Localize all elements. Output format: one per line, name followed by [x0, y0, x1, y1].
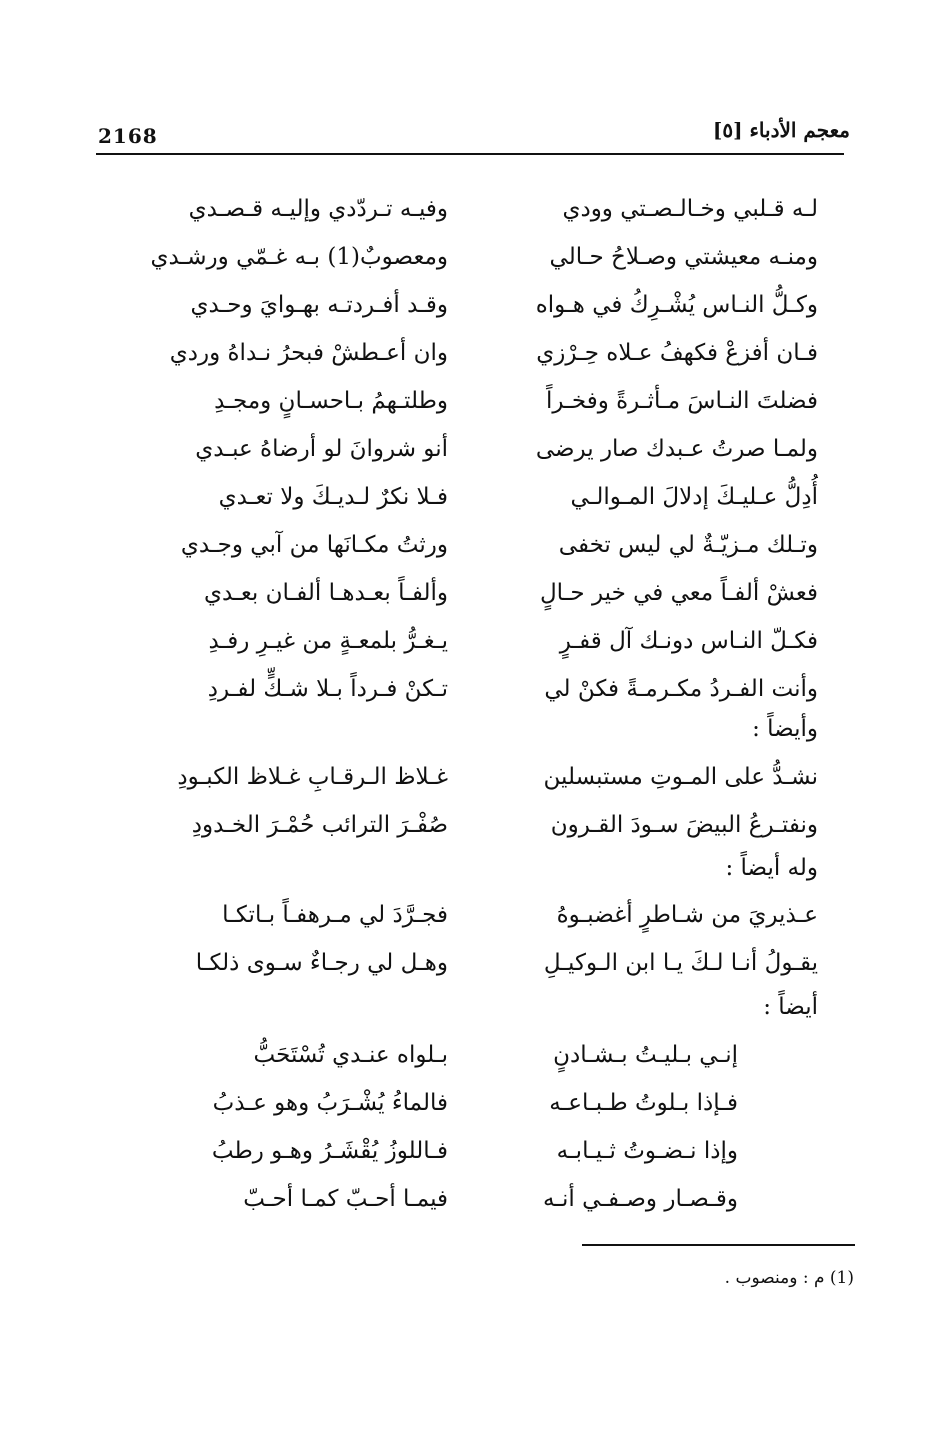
verse-second-hemistich: ورثتُ مكـانَها من آبي وجـدي	[180, 532, 448, 558]
verse-second-hemistich: وطلتـهمُ بـاحسـانٍ ومجـدِ	[214, 388, 448, 414]
verse-first-hemistich: لـه قـلبي وخـالـصـتي وودي	[562, 196, 818, 222]
verse-second-hemistich: فيمـا أحـبّ كمـا أحـبّ	[243, 1186, 448, 1212]
verse-first-hemistich: نشـدُّ على المـوتِ مستبسلين	[543, 764, 818, 790]
verse-first-hemistich: وتـلك مـزيّـةٌ لي ليس تخفى	[558, 532, 818, 558]
verse-second-hemistich: بـلواه عنـدي تُسْتَحَبُّ	[253, 1042, 448, 1068]
verse-second-hemistich: غـلاظ الـرقـابِ غـلاظ الكبـودِ	[177, 764, 448, 790]
verse-first-hemistich: إنـي بـليـتُ بـشـادنٍ	[553, 1042, 738, 1068]
footnote: (1) م : ومنصوب .	[724, 1268, 854, 1288]
verse-first-hemistich: أُدِلُّ عـليـكَ إدلالَ المـوالـي	[570, 484, 818, 510]
verse-first-hemistich: فكـلّ النـاس دونـك آل قفـرٍ	[559, 628, 818, 654]
verse-second-hemistich: وهـل لي رجـاءٌ سـوى ذلكـا	[195, 950, 448, 976]
section-intro: وأيضاً :	[752, 716, 818, 742]
verse-second-hemistich: ومعصوبٌ(1) بـه غـمّي ورشـدي	[150, 244, 448, 270]
verse-second-hemistich: تـكنْ فـرداً بـلا شـكٍّ لفـردِ	[207, 676, 448, 702]
verse-first-hemistich: فعشْ ألفـاً معي في خير حـالٍ	[539, 580, 818, 606]
header-rule	[96, 153, 844, 155]
verse-second-hemistich: يـغـرُّ بلمعـةٍ من غيـرِ رفـدِ	[208, 628, 448, 654]
verse-second-hemistich: صُفْـرَ الترائب حُمْـرَ الخـدودِ	[191, 812, 448, 838]
footnote-rule	[582, 1244, 855, 1246]
verse-second-hemistich: وفيـه تـردّدي وإليـه قـصـدي	[188, 196, 448, 222]
section-intro: أيضاً :	[763, 994, 818, 1020]
verse-second-hemistich: فـلا نكرٌ لـديـكَ ولا تعـدي	[218, 484, 448, 510]
verse-second-hemistich: وان أعـطشْ فبحرُ نـداهُ وردي	[169, 340, 448, 366]
verse-second-hemistich: فجـرَّدَ لي مـرهفـاً بـاتكـا	[222, 902, 448, 928]
verse-second-hemistich: فالماءُ يُشْـرَبُ وهو عـذبُ	[212, 1090, 448, 1116]
page-number: 2168	[98, 124, 158, 148]
verse-first-hemistich: عـذيريَ من شـاطرٍ أغضبـوهُ	[556, 902, 818, 928]
verse-second-hemistich: وقـد أفـردتـه بهـوايَ وحـدي	[190, 292, 448, 318]
section-intro: وله أيضاً :	[725, 855, 818, 881]
verse-first-hemistich: فـان أفزعْ فكهفُ عـلاه حِـرْزي	[536, 340, 818, 366]
verse-first-hemistich: ومنـه معيشتي وصـلاحُ حـالي	[549, 244, 818, 270]
verse-first-hemistich: ونفتـرعُ البيضَ سـودَ القـرون	[550, 812, 818, 838]
verse-first-hemistich: وأنت الفـردُ مكـرمـةً فكنْ لي	[544, 676, 818, 702]
verse-first-hemistich: وقـصـار وصـفـي أنـه	[542, 1186, 738, 1212]
verse-first-hemistich: وكـلُّ النـاس يُشْـرِكُ في هـواه	[535, 292, 818, 318]
verse-first-hemistich: فضلتَ النـاسَ مـأثـرةً وفخـراً	[546, 388, 818, 414]
verse-second-hemistich: فـاللوزُ يُقْشَـرُ وهـو رطبُ	[211, 1138, 448, 1164]
verse-first-hemistich: وإذا نـضـوتُ ثـيـابـه	[556, 1138, 738, 1164]
verse-first-hemistich: ولمـا صرتُ عـبدك صار يرضى	[535, 436, 818, 462]
verse-second-hemistich: أنو شروانَ لو أرضاهُ عبـدي	[195, 436, 448, 462]
verse-first-hemistich: يقـولُ أنـا لـكَ يـا ابن الـوكيـلِ	[543, 950, 818, 976]
verse-second-hemistich: وألفـاً بعـدهـا ألفـان بعـدي	[204, 580, 448, 606]
verse-first-hemistich: فـإذا بـلوتُ طـبـاعـه	[549, 1090, 738, 1116]
running-header-title: معجم الأدباء [٥]	[712, 118, 850, 142]
